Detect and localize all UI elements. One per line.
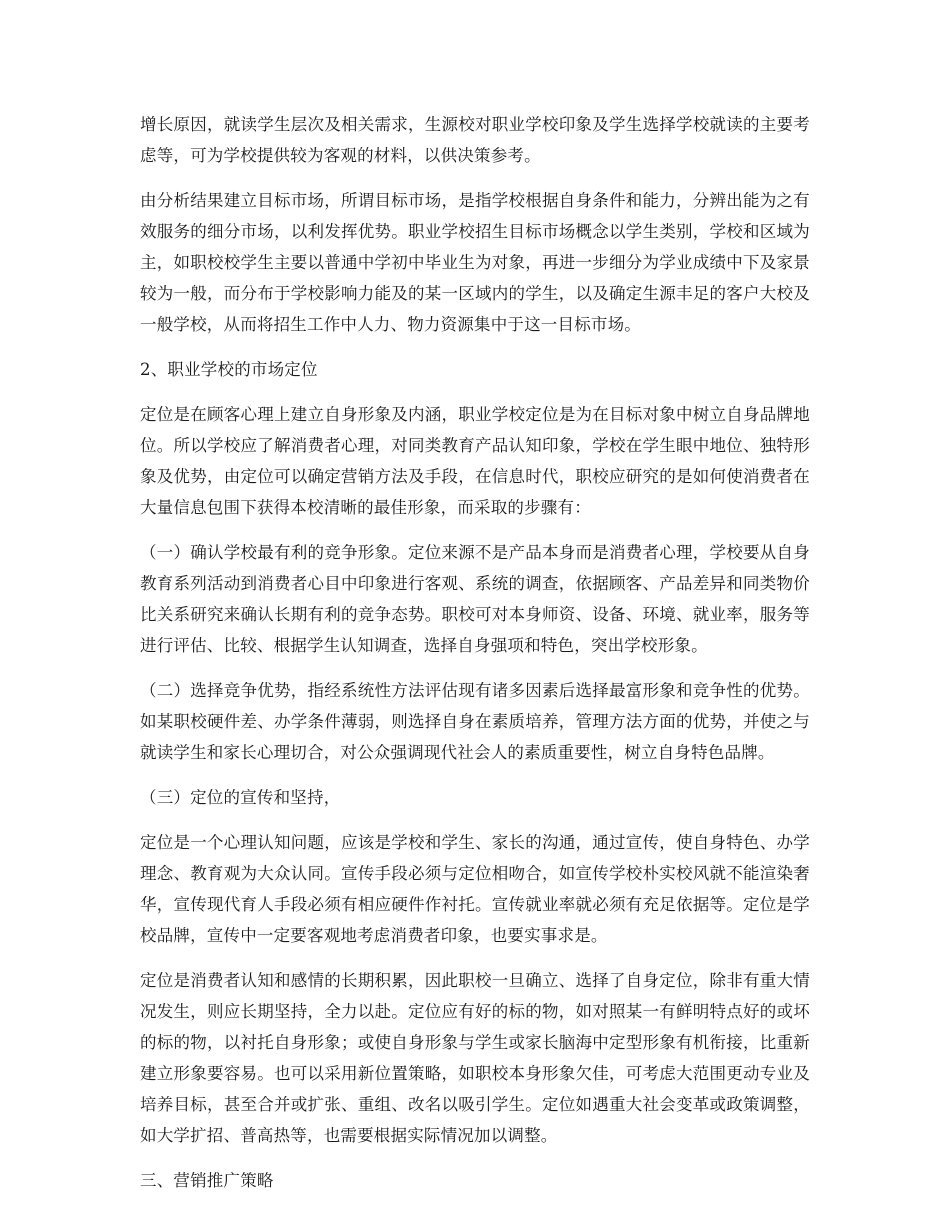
paragraph-step-two: （二）选择竞争优势，指经系统性方法评估现有诸多因素后选择最富形象和竞争性的优势。如某职校硬件差、办学条件薄弱，则选择自身在素质培养，管理方法方面的优势，并使之与就读学生和家长心理切合，对公众强调现代社会人的素质重要性，树立自身特色品牌。 xyxy=(140,681,810,762)
paragraph-positioning-persistence: 定位是消费者认知和感情的长期积累，因此职校一旦确立、选择了自身定位，除非有重大情况发生，则应长期坚持，全力以赴。定位应有好的标的物，如对照某一有鲜明特点好的或坏的标的物，以衬托自身形象；或使自身形象与学生或家长脑海中定型形象有机衔接，比重新建立形象要容易。也可以采用新位置策略，如职校本身形象欠佳，可考虑大范围更动专业及培养目标，甚至合并或扩张、重组、改名以吸引学生。定位如遇重大社会变革或政策调整，如大学扩招、普高热等，也需要根据实际情况加以调整。 xyxy=(140,971,810,1145)
document-body xyxy=(140,109,810,1210)
section-heading-market-positioning: 2、职业学校的市场定位 xyxy=(140,360,318,379)
paragraph-target-market: 由分析结果建立目标市场，所谓目标市场，是指学校根据自身条件和能力，分辨出能为之有效服务的细分市场，以利发挥优势。职业学校招生目标市场概念以学生类别，学校和区域为主，如职校校学生主要以普通中学初中毕业生为对象，再进一步细分为学业成绩中下及家景较为一般，而分布于学校影响力能及的某一区域内的学生，以及确定生源丰足的客户大校及一般学校，从而将招生工作中人力、物力资源集中于这一目标市场。 xyxy=(140,191,810,334)
section-heading-marketing-strategy: 三、营销推广策略 xyxy=(140,1171,274,1190)
paragraph-positioning-communication: 定位是一个心理认知问题，应该是学校和学生、家长的沟通，通过宣传，使自身特色、办学理念、教育观为大众认同。宣传手段必须与定位相吻合，如宣传学校朴实校风就不能渲染奢华，宣传现代育人手段必须有相应硬件作衬托。宣传就业率就必须有充足依据等。定位是学校品牌，宣传中一定要客观地考虑消费者印象，也要实事求是。 xyxy=(140,833,810,945)
paragraph-positioning-definition: 定位是在顾客心理上建立自身形象及内涵，职业学校定位是为在目标对象中树立自身品牌地位。所以学校应了解消费者心理，对同类教育产品认知印象，学校在学生眼中地位、独特形象及优势，由定位可以确定营销方法及手段，在信息时代，职校应研究的是如何使消费者在大量信息包围下获得本校清晰的最佳形象，而采取的步骤有： xyxy=(140,405,810,517)
paragraph-step-one: （一）确认学校最有利的竞争形象。定位来源不是产品本身而是消费者心理，学校要从自身教育系列活动到消费者心目中印象进行客观、系统的调查，依据顾客、产品差异和同类物价比关系研究来确认长期有利的竞争态势。职校可对本身师资、设备、环境、就业率，服务等进行评估、比较、根据学生认知调查，选择自身强项和特色，突出学校形象。 xyxy=(140,543,810,655)
paragraph-step-three-title: （三）定位的宣传和坚持， xyxy=(140,788,341,807)
paragraph-intro-continued: 增长原因，就读学生层次及相关需求，生源校对职业学校印象及学生选择学校就读的主要考虑等，可为学校提供较为客观的材料，以供决策参考。 xyxy=(140,115,810,165)
